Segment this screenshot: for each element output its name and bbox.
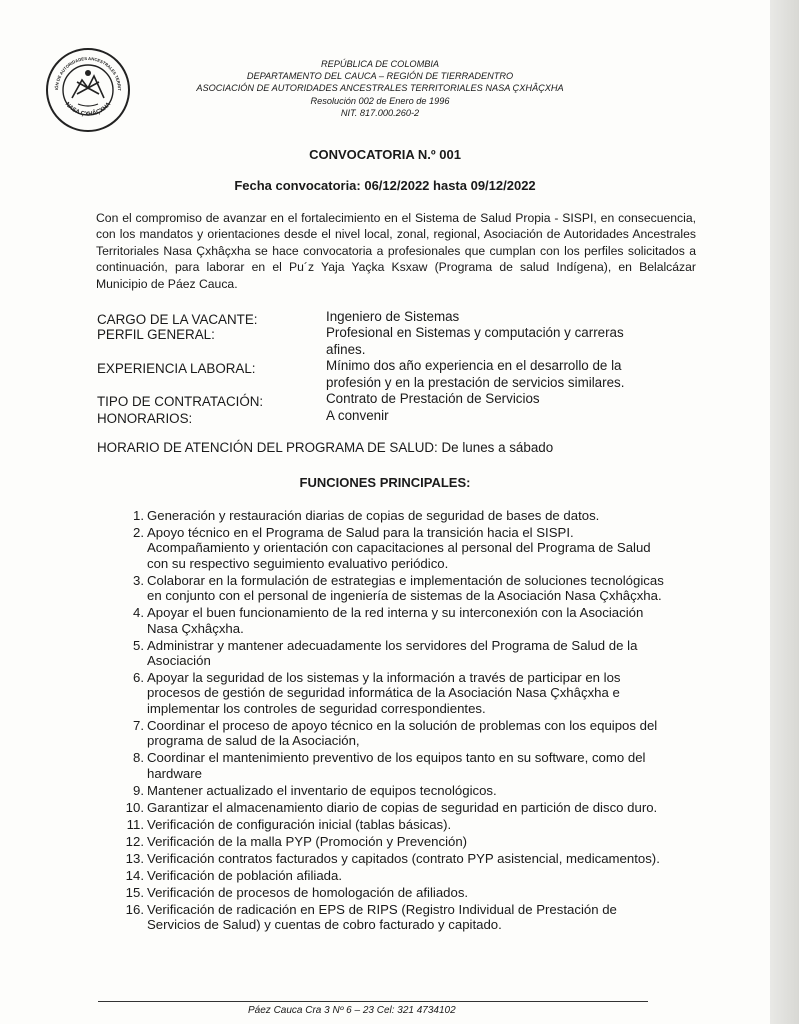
function-number: 7. — [133, 717, 144, 733]
footer-contact: Páez Cauca Cra 3 Nº 6 – 23 Cel: 321 4734102 — [248, 1005, 456, 1016]
function-item — [120, 800, 670, 815]
cargo-value: Ingeniero de Sistemas — [326, 309, 460, 324]
schedule-line: HORARIO DE ATENCIÓN DEL PROGRAMA DE SALUD: De lunes a sábado — [97, 440, 554, 455]
function-number: 8. — [133, 750, 144, 766]
function-text: Administrar y mantener adecuadamente los servidores del Programa de Salud de la Asociación — [147, 637, 638, 669]
date-range: Fecha convocatoria: 06/12/2022 hasta 09/12/2022 — [234, 178, 536, 193]
letterhead-line-3: ASOCIACIÓN DE AUTORIDADES ANCESTRALES TERRITORIALES NASA ÇXHÂÇXHA — [196, 83, 564, 94]
perfil-label: PERFIL GENERAL: — [97, 327, 215, 342]
honorarios-value: A convenir — [326, 408, 389, 423]
function-number: 16. — [125, 901, 144, 917]
intro-paragraph: Con el compromiso de avanzar en el fortalecimiento en el Sistema de Salud Propia - SISPI, en consecuencia, con los mandatos y orientaciones desde el nivel local, zonal, regional, Asociación de Autoridades Ancestrales Territoriales Nasa Çxhâçxha se hace convocatoria a profesionales que cumplan con los perfiles solicitados a continuación, para laborar en el Pu´z Yaja Yaçka Ksxaw (Programa de salud Indígena), en Belalcázar Municipio de Páez Cauca. — [96, 211, 696, 291]
function-number: 1. — [133, 508, 144, 523]
letterhead-line-4: Resolución 002 de Enero de 1996 — [310, 95, 450, 106]
functions-list — [120, 508, 670, 934]
function-number: 9. — [133, 782, 144, 798]
function-number: 10. — [125, 799, 144, 815]
function-text: Verificación de procesos de homologación de afiliados. — [147, 884, 469, 900]
letterhead-line-1: REPÚBLICA DE COLOMBIA — [320, 59, 440, 69]
perfil-value: Profesional en Sistemas y computación y carreras afines. — [326, 325, 624, 357]
experiencia-label: EXPERIENCIA LABORAL: — [97, 361, 256, 376]
function-text: Verificación de la malla PYP (Promoción y Prevención) — [147, 833, 468, 849]
function-item — [120, 525, 670, 571]
function-item — [120, 817, 670, 832]
function-item — [120, 902, 670, 933]
seal-bottom-text: NASA ÇXHÂÇXHA — [63, 101, 113, 118]
cargo-label: CARGO DE LA VACANTE: — [97, 312, 258, 327]
function-number: 12. — [125, 833, 144, 849]
letterhead-line-5: NIT. 817.000.260-2 — [340, 107, 420, 118]
function-text: Mantener actualizado el inventario de equipos tecnológicos. — [147, 782, 497, 798]
letterhead-line-2: DEPARTAMENTO DEL CAUCA – REGIÓN DE TIERRADENTRO — [246, 71, 514, 82]
function-number: 13. — [125, 850, 144, 866]
function-number: 14. — [125, 867, 144, 883]
function-item — [120, 638, 670, 669]
function-item — [120, 508, 670, 523]
honorarios-label: HONORARIOS: — [97, 411, 193, 426]
functions-heading: FUNCIONES PRINCIPALES: — [299, 475, 471, 490]
function-item — [120, 573, 670, 604]
function-item — [120, 868, 670, 883]
function-item — [120, 718, 670, 749]
function-text: Coordinar el mantenimiento preventivo de los equipos tanto en su software, como del hardware — [147, 750, 646, 781]
function-text: Verificación contratos facturados y capitados (contrato PYP asistencial, medicamentos). — [147, 850, 660, 866]
function-item — [120, 851, 670, 866]
footer-divider — [98, 1001, 648, 1002]
function-text: Apoyo técnico en el Programa de Salud para la transición hacia el SISPI. Acompañamiento y orientación con capacitaciones al personal del Programa de Salud con su respectivo seguimiento evaluativo periódico. — [147, 525, 651, 571]
document-title: CONVOCATORIA N.º 001 — [309, 147, 461, 162]
function-number: 15. — [125, 884, 144, 900]
function-number: 4. — [133, 605, 144, 621]
function-text: Apoyar el buen funcionamiento de la red interna y su interconexión con la Asociación Nasa Çxhâçxha. — [147, 605, 644, 636]
letterhead — [180, 58, 580, 119]
function-item — [120, 750, 670, 781]
scan-margin — [770, 0, 799, 1024]
tipo-contratacion-value: Contrato de Prestación de Servicios — [326, 391, 540, 406]
svg-text:NASA ÇXHÂÇXHA — [64, 101, 113, 118]
function-text: Apoyar la seguridad de los sistemas y la información a través de participar en los procesos de gestión de seguridad informática de la Asociación Nasa Çxhâçxha e implementar los controles de seguridad correspondientes. — [147, 670, 621, 716]
function-text: Garantizar el almacenamiento diario de copias de seguridad en partición de disco duro. — [147, 799, 658, 815]
function-text: Verificación de radicación en EPS de RIPS (Registro Individual de Prestación de Servicios de Salud) y cuentas de cobro facturado y capitado. — [147, 901, 617, 933]
function-text: Coordinar el proceso de apoyo técnico en la solución de problemas con los equipos del programa de salud de la Asociación, — [147, 717, 658, 749]
function-item — [120, 885, 670, 900]
function-number: 3. — [133, 572, 144, 588]
seal-top-text: IÓN DE AUTORIDADES ANCESTRALES TERRIT — [53, 55, 123, 91]
function-item — [120, 670, 670, 716]
function-number: 11. — [126, 816, 144, 832]
function-item — [120, 605, 670, 636]
function-item — [120, 834, 670, 849]
function-text: Verificación de configuración inicial (tablas básicas). — [147, 816, 452, 832]
experiencia-value: Mínimo dos año experiencia en el desarrollo de la profesión y en la prestación de servicios similares. — [326, 358, 625, 390]
function-text: Verificación de población afiliada. — [147, 867, 343, 883]
association-seal-logo — [44, 46, 132, 134]
function-number: 2. — [133, 525, 144, 540]
function-item — [120, 783, 670, 798]
function-number: 6. — [133, 670, 144, 686]
function-text: Colaborar en la formulación de estrategias e implementación de soluciones tecnológicas en conjunto con el personal de ingeniería de sistemas de la Asociación Nasa Çxhâçxha. — [147, 572, 664, 604]
function-text: Generación y restauración diarias de copias de seguridad de bases de datos. — [147, 508, 600, 523]
tipo-contratacion-label: TIPO DE CONTRATACIÓN: — [97, 394, 264, 409]
function-number: 5. — [133, 637, 144, 653]
